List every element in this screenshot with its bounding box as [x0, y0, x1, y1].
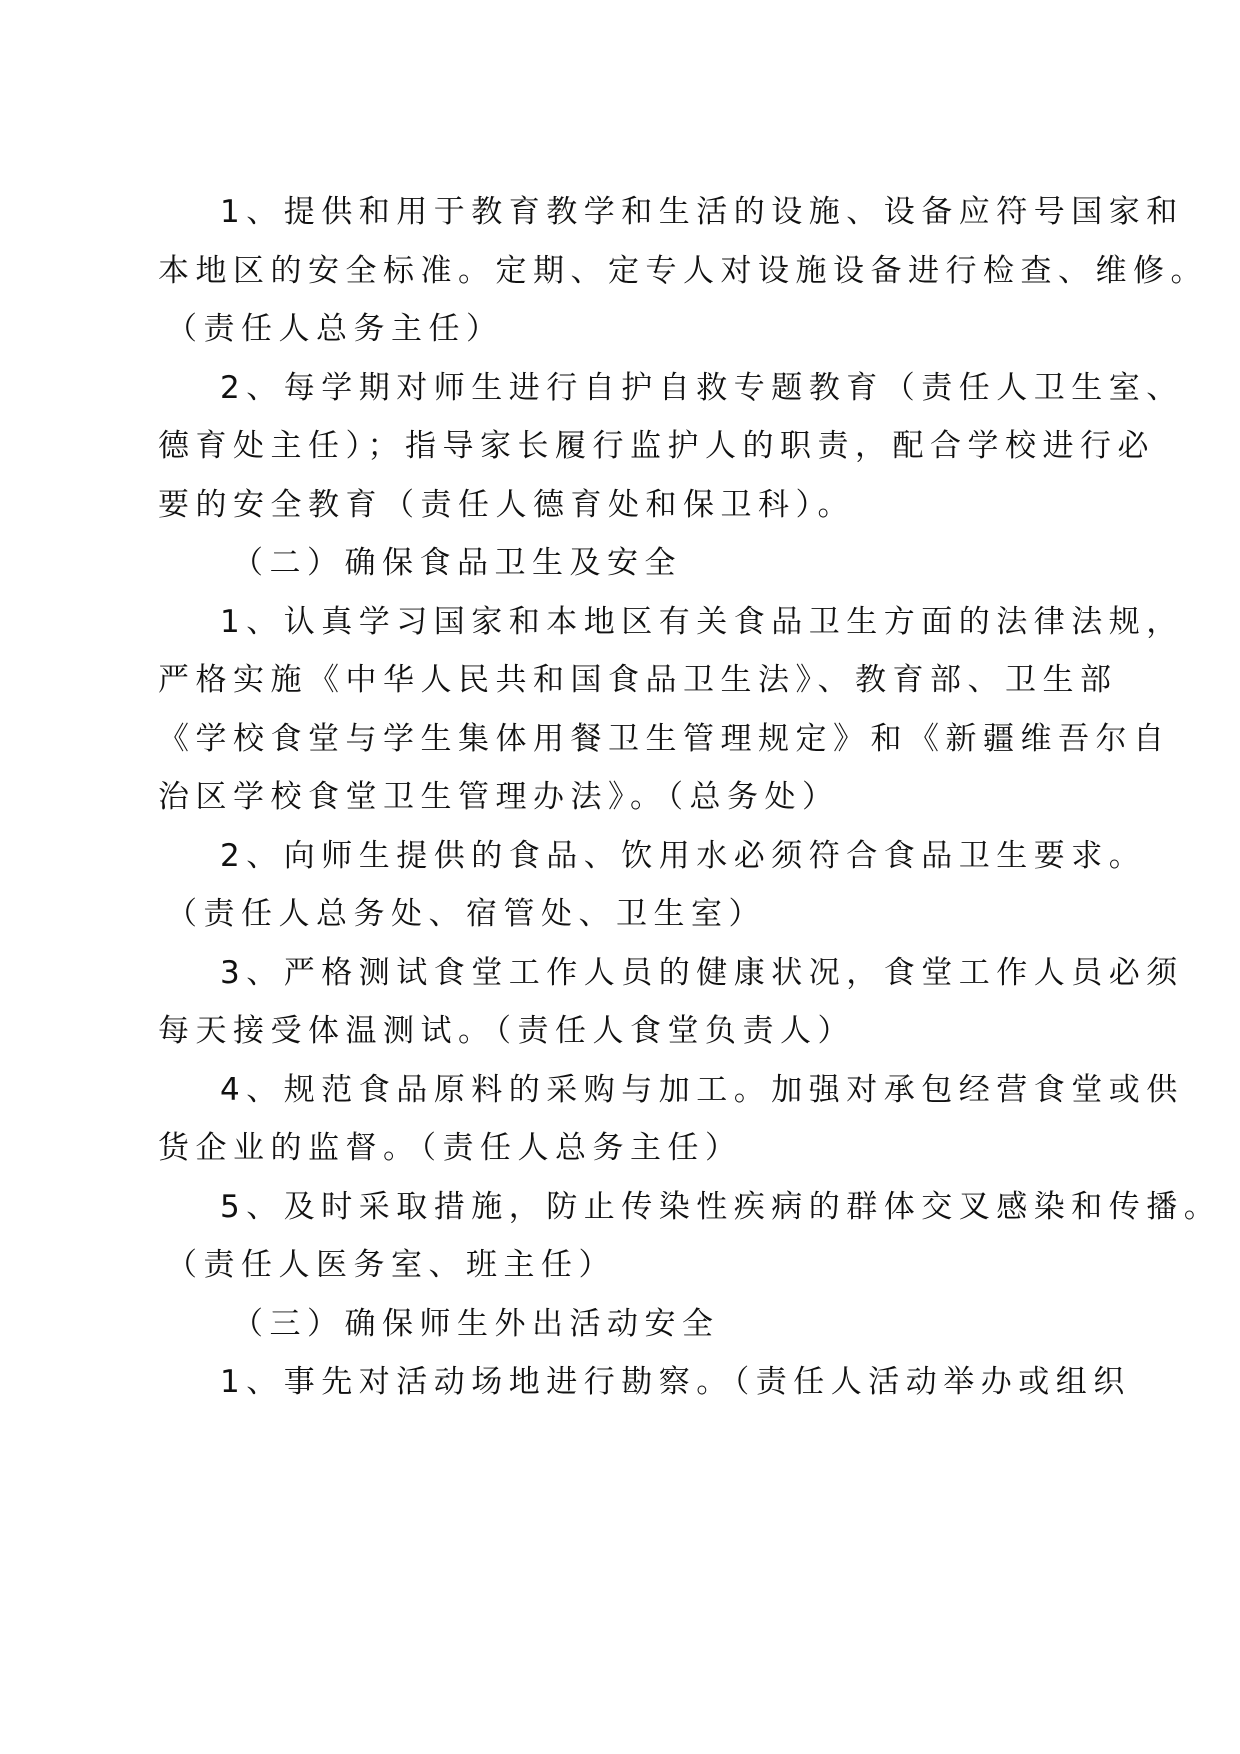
paragraph-line: 5、及时采取措施，防止传染性疾病的群体交叉感染和传播。	[220, 1189, 1222, 1225]
paragraph-line: 治区学校食堂卫生管理办法》。（总务处）	[158, 779, 840, 815]
paragraph-line: 《学校食堂与学生集体用餐卫生管理规定》和《新疆维吾尔自	[158, 721, 1171, 757]
paragraph-line: 本地区的安全标准。定期、定专人对设施设备进行检查、维修。	[158, 253, 1208, 289]
paragraph-line: 4、规范食品原料的采购与加工。加强对承包经营食堂或供	[220, 1072, 1184, 1108]
paragraph-line: 德育处主任）；指导家长履行监护人的职责，配合学校进行必	[158, 428, 1155, 464]
paragraph-line: 3、严格测试食堂工作人员的健康状况，食堂工作人员必须	[220, 955, 1184, 991]
paragraph-line: 1、事先对活动场地进行勘察。（责任人活动举办或组织	[220, 1364, 1131, 1400]
section-heading: （二）确保食品卫生及安全	[232, 545, 682, 581]
paragraph-line: （责任人总务处、宿管处、卫生室）	[166, 896, 766, 932]
paragraph-line: 2、每学期对师生进行自护自救专题教育（责任人卫生室、	[220, 370, 1184, 406]
paragraph-line: 要的安全教育（责任人德育处和保卫科）。	[158, 487, 855, 523]
paragraph-line: 1、认真学习国家和本地区有关食品卫生方面的法律法规，	[220, 604, 1184, 640]
paragraph-line: 2、向师生提供的食品、饮用水必须符合食品卫生要求。	[220, 838, 1147, 874]
paragraph-line: 每天接受体温测试。（责任人食堂负责人）	[158, 1013, 855, 1049]
paragraph-line: （责任人医务室、班主任）	[166, 1247, 616, 1283]
paragraph-line: 严格实施《中华人民共和国食品卫生法》、教育部、卫生部	[158, 662, 1118, 698]
paragraph-line: 货企业的监督。（责任人总务主任）	[158, 1130, 743, 1166]
paragraph-line: 1、提供和用于教育教学和生活的设施、设备应符号国家和	[220, 194, 1184, 230]
paragraph-line: （责任人总务主任）	[166, 311, 504, 347]
section-heading: （三）确保师生外出活动安全	[232, 1306, 720, 1342]
